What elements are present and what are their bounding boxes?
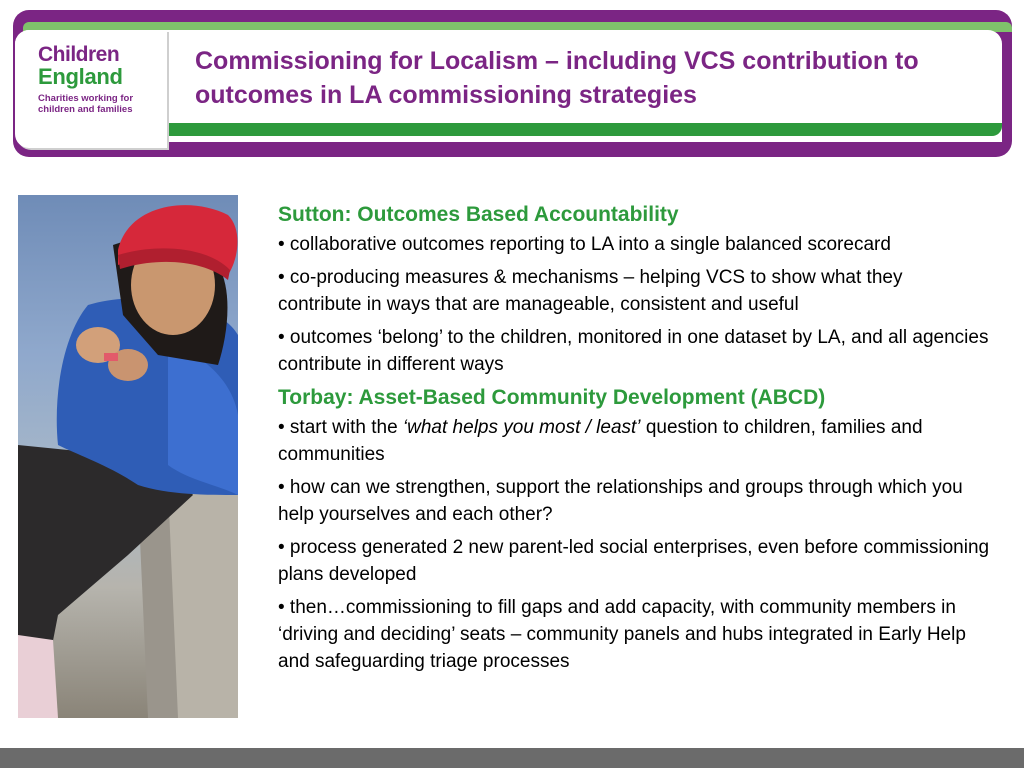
slide-content (278, 201, 990, 681)
bullet-list (278, 231, 990, 378)
page-title: Commissioning for Localism – including VCS contribution to outcomes in LA commissioning strategies (195, 47, 919, 109)
bullet-item: • how can we strengthen, support the relationships and groups through which you help yourselves and each other? (278, 477, 963, 525)
bullet-text: question to children, families and communities (278, 417, 923, 465)
section-sutton (278, 201, 990, 378)
footer-bar (0, 748, 1024, 768)
photo-boot (18, 635, 58, 718)
bullet-item: • outcomes ‘belong’ to the children, monitored in one dataset by LA, and all agencies contribute in different ways (278, 327, 989, 375)
header-bottom-stripe (169, 123, 1002, 136)
logo-tagline-line1: Charities working for (38, 93, 134, 104)
bullet-item: • then…commissioning to fill gaps and add capacity, with community members in ‘driving and deciding’ seats – community panels and hubs integrated in Early Help and safeguarding triage processes (278, 597, 966, 672)
section-heading: Sutton: Outcomes Based Accountability (278, 203, 679, 226)
bullet-item (278, 414, 990, 468)
bullet-emphasis: ‘what helps you most / least’ (402, 417, 641, 438)
photo-held-object (104, 353, 118, 361)
bullet-item: • process generated 2 new parent-led social enterprises, even before commissioning plans developed (278, 537, 990, 585)
children-england-logo (38, 44, 148, 115)
logo-tagline (38, 93, 148, 115)
photo-post-highlight (168, 477, 238, 718)
logo-word-children: Children (38, 43, 120, 66)
bullet-list (278, 414, 990, 675)
bullet-text: • start with the (278, 417, 403, 438)
logo-word-england: England (38, 64, 123, 89)
section-heading: Torbay: Asset-Based Community Development (ABCD) (278, 386, 826, 409)
child-photo (18, 195, 238, 718)
bullet-item: • co-producing measures & mechanisms – helping VCS to show what they contribute in ways that are manageable, consistent and useful (278, 267, 903, 315)
child-photo-illustration (18, 195, 238, 718)
section-torbay (278, 384, 990, 675)
bullet-item: • collaborative outcomes reporting to LA into a single balanced scorecard (278, 234, 891, 255)
logo-tagline-line2: children and families (38, 104, 133, 115)
